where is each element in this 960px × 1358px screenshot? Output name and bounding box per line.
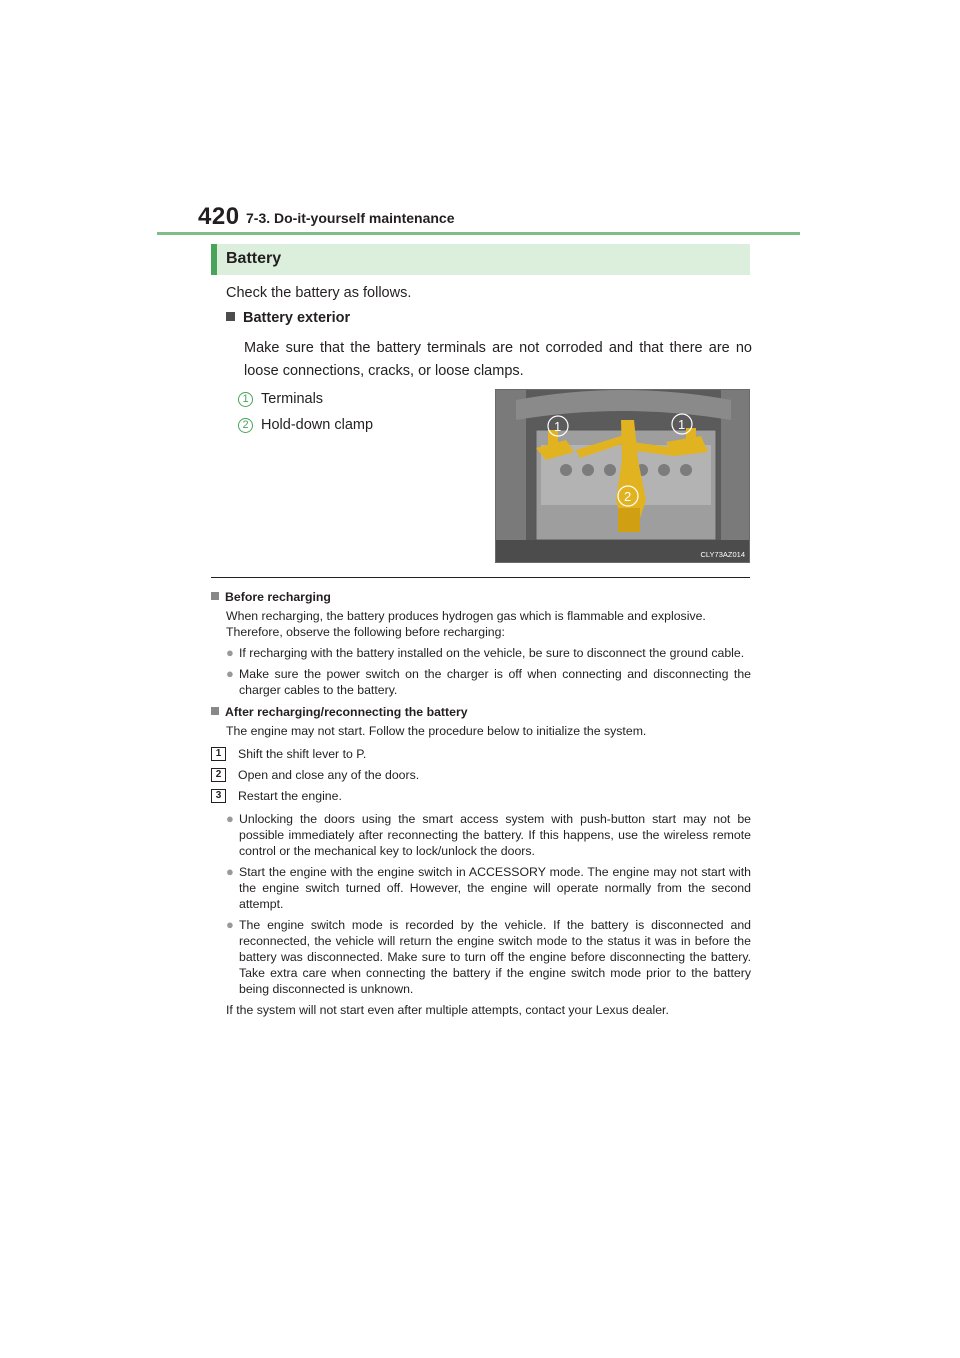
before-heading (211, 589, 751, 605)
bullet-text: Make sure the power switch on the charger is off when connecting and disconnecting the charger cables to the battery. (239, 667, 751, 697)
legend-item (238, 412, 373, 438)
step-item (211, 785, 751, 806)
list-item (226, 666, 751, 698)
bullet-text: Start the engine with the engine switch in ACCESSORY mode. The engine may not start with the engine switch turned off. However, the engine will operate normally from the second attempt. (239, 865, 751, 911)
step-text: Restart the engine. (238, 788, 342, 803)
list-item (226, 645, 751, 661)
battery-illustration (496, 390, 750, 563)
after-text: The engine may not start. Follow the procedure below to initialize the system. (226, 724, 647, 738)
section-band (211, 244, 750, 275)
bullet-dot-icon: ● (226, 917, 234, 932)
exterior-text: Make sure that the battery terminals are not corroded and that there are no loose connections, cracks, or loose clamps. (244, 340, 752, 379)
list-item (226, 917, 751, 997)
figure-code: CLY73AZ014 (700, 550, 745, 559)
notes-divider (211, 577, 750, 578)
before-text: When recharging, the battery produces hydrogen gas which is flammable and explosive. Therefore, observe the following before recharging: (226, 609, 706, 639)
figure-callout-2: 2 (624, 489, 632, 504)
square-bullet-icon (211, 707, 219, 715)
section-title: Battery (226, 250, 282, 267)
bullet-dot-icon: ● (226, 811, 234, 826)
bullet-text: Unlocking the doors using the smart access system with push-button start may not be possible immediately after reconnecting the battery. If this happens, use the wireless remote control or the mechanical key to lock/unlock the doors. (239, 812, 751, 858)
step-item (211, 764, 751, 785)
notes-section (211, 587, 751, 1018)
battery-figure (495, 389, 750, 563)
page-number: 420 (198, 203, 240, 230)
figure-legend (238, 386, 373, 438)
after-heading (211, 704, 751, 720)
legend-number: 1 (238, 392, 253, 407)
step-number: 1 (211, 747, 226, 761)
bullet-text: If recharging with the battery installed on the vehicle, be sure to disconnect the ground cable. (239, 646, 745, 660)
intro-text: Check the battery as follows. (226, 285, 412, 301)
square-bullet-icon (226, 312, 235, 321)
list-item (226, 864, 751, 912)
legend-number: 2 (238, 418, 253, 433)
bullet-dot-icon: ● (226, 666, 234, 681)
exterior-heading-label: Battery exterior (243, 310, 351, 326)
bullet-text: The engine switch mode is recorded by the vehicle. If the battery is disconnected and reconnected, the vehicle will return the engine switch mode to the status it was in before the battery was disconnected. Make sure to turn off the engine before disconnecting the battery. Take extra care when connecting the battery if the engine switch mode prior to the battery being disconnected is unknown. (239, 918, 751, 996)
after-heading-label: After recharging/reconnecting the battery (225, 705, 468, 719)
step-list (211, 743, 751, 806)
header-rule (157, 232, 800, 235)
legend-label: Hold-down clamp (261, 417, 374, 433)
step-number: 2 (211, 768, 226, 782)
step-item (211, 743, 751, 764)
square-bullet-icon (211, 592, 219, 600)
legend-label: Terminals (261, 391, 324, 407)
bullet-dot-icon: ● (226, 864, 234, 879)
step-number: 3 (211, 789, 226, 803)
figure-callout-1: 1 (554, 419, 562, 434)
before-heading-label: Before recharging (225, 590, 331, 604)
list-item (226, 811, 751, 859)
closing-text: If the system will not start even after multiple attempts, contact your Lexus dealer. (226, 1003, 669, 1017)
chapter-title: 7-3. Do-it-yourself maintenance (246, 210, 455, 226)
figure-callout-1: 1 (678, 417, 686, 432)
section-accent-bar (211, 244, 217, 275)
step-text: Open and close any of the doors. (238, 767, 420, 782)
exterior-heading (226, 310, 350, 326)
step-text: Shift the shift lever to P. (238, 746, 367, 761)
legend-item (238, 386, 373, 412)
bullet-dot-icon: ● (226, 645, 234, 660)
